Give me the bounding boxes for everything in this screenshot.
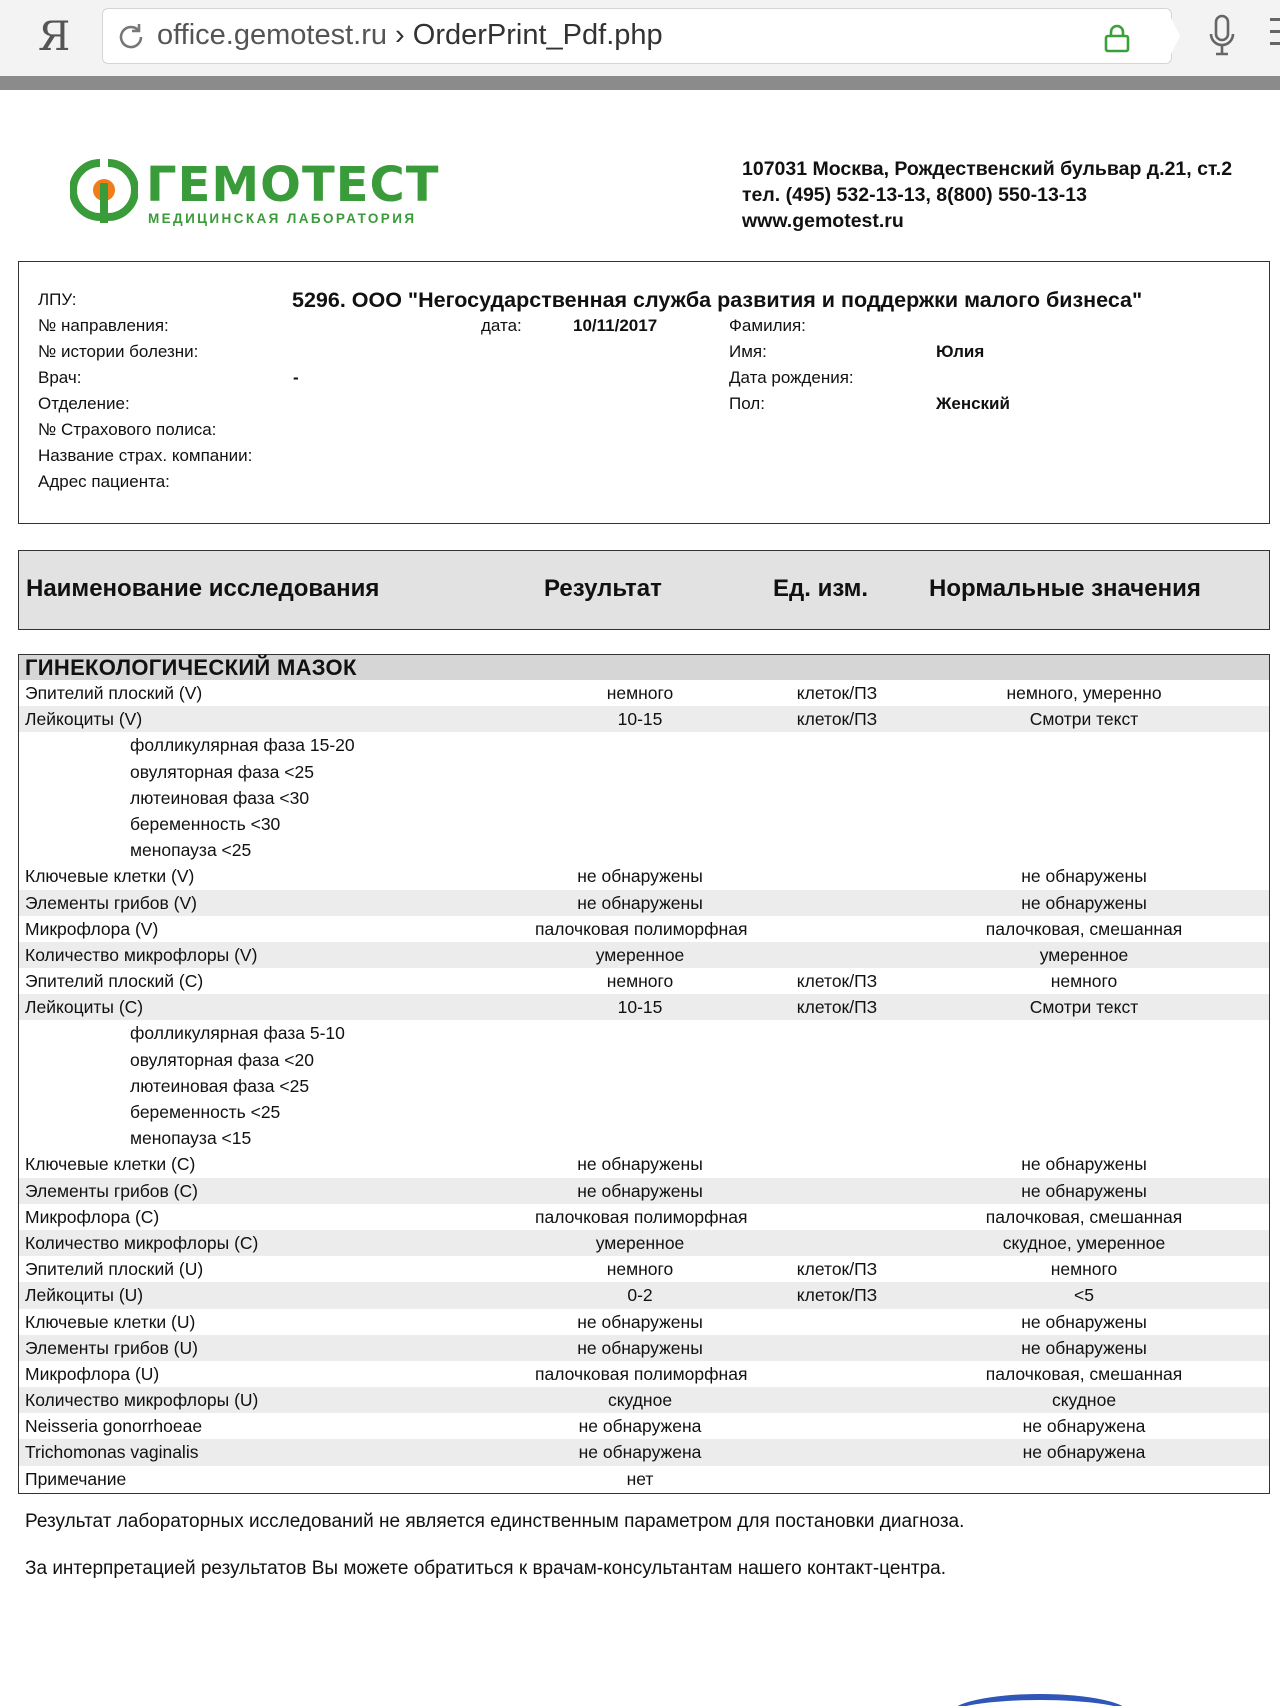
test-result: не обнаружены <box>577 1337 703 1358</box>
table-row <box>19 1335 1269 1361</box>
reference-note: лютеиновая фаза <30 <box>130 787 310 808</box>
reference-note: фолликулярная фаза 15-20 <box>130 735 355 756</box>
test-norm: немного, умеренно <box>1006 683 1162 703</box>
test-norm: палочковая, смешанная <box>985 1206 1183 1227</box>
table-subrow <box>19 759 1269 785</box>
footer-note-1: Результат лабораторных исследований не является единственным параметром для постановки диагноза. <box>25 1511 965 1532</box>
column-unit: Ед. изм. <box>773 575 869 602</box>
table-row <box>19 994 1269 1020</box>
history-label: № истории болезни: <box>38 342 199 361</box>
test-name: Элементы грибов (V) <box>25 892 197 913</box>
test-norm: скудное <box>1051 1390 1117 1411</box>
test-result: палочковая полиморфная <box>535 1206 748 1227</box>
test-name: Ключевые клетки (C) <box>25 1154 196 1175</box>
doctor-label: Врач: <box>38 368 82 387</box>
test-norm: немного <box>1050 971 1118 992</box>
policy-label: № Страхового полиса: <box>38 420 217 439</box>
table-subrow <box>19 1125 1269 1151</box>
url-host: office.gemotest.ru <box>157 19 387 51</box>
test-unit: клеток/ПЗ <box>796 971 878 992</box>
test-norm: палочковая, смешанная <box>985 918 1183 939</box>
test-name: Микрофлора (V) <box>25 918 159 939</box>
yandex-logo[interactable]: Я <box>38 14 71 60</box>
test-norm: не обнаружена <box>1022 1416 1146 1437</box>
test-norm: не обнаружены <box>1021 1311 1147 1332</box>
sex-value: Женский <box>936 394 1010 413</box>
test-name: Лейкоциты (U) <box>25 1285 144 1306</box>
sex-label: Пол: <box>729 394 765 413</box>
test-result: не обнаружены <box>577 1311 703 1332</box>
test-norm: не обнаружены <box>1021 1337 1147 1358</box>
gemotest-logo-icon <box>70 155 138 227</box>
reload-icon[interactable] <box>115 21 147 53</box>
table-row <box>19 1282 1269 1308</box>
test-name: Эпителий плоский (U) <box>25 1259 204 1280</box>
date-label: дата: <box>481 316 522 335</box>
footer-note-2: За интерпретацией результатов Вы можете обратиться к врачам-консультантам нашего контакт-центра. <box>25 1558 947 1579</box>
table-subrow <box>19 732 1269 758</box>
test-norm: скудное, умеренное <box>1002 1232 1166 1253</box>
name-label: Имя: <box>729 342 767 361</box>
test-name: Количество микрофлоры (C) <box>25 1232 259 1253</box>
table-row <box>19 1413 1269 1439</box>
test-name: Примечание <box>25 1468 127 1489</box>
results-column-header <box>18 550 1270 630</box>
table-row <box>19 1178 1269 1204</box>
table-subrow <box>19 785 1269 811</box>
column-norm: Нормальные значения <box>929 575 1201 602</box>
test-norm: не обнаружены <box>1021 1154 1147 1175</box>
test-name: Эпителий плоский (V) <box>25 683 203 703</box>
test-result: не обнаружены <box>577 866 703 887</box>
stamp-edge <box>950 1694 1130 1706</box>
table-row <box>19 706 1269 732</box>
test-result: немного <box>606 683 674 703</box>
test-result: 0-2 <box>627 1285 653 1306</box>
test-name: Ключевые клетки (U) <box>25 1311 196 1332</box>
test-norm: умеренное <box>1039 944 1129 965</box>
reference-note: лютеиновая фаза <25 <box>130 1075 310 1096</box>
test-unit: клеток/ПЗ <box>796 683 878 703</box>
results-rows <box>19 680 1269 1492</box>
department-label: Отделение: <box>38 394 130 413</box>
test-norm: не обнаружены <box>1021 892 1147 913</box>
url-separator: › <box>395 19 405 51</box>
test-name: Ключевые клетки (V) <box>25 866 195 887</box>
test-norm: не обнаружены <box>1021 1180 1147 1201</box>
test-result: не обнаружены <box>577 1180 703 1201</box>
test-name: Trichomonas vaginalis <box>25 1442 199 1463</box>
gemotest-logo <box>70 155 460 235</box>
table-row <box>19 916 1269 942</box>
menu-icon[interactable] <box>1270 18 1280 54</box>
test-norm: не обнаружена <box>1022 1442 1146 1463</box>
table-row <box>19 1230 1269 1256</box>
test-result: нет <box>626 1468 654 1489</box>
table-subrow <box>19 837 1269 863</box>
lab-site: www.gemotest.ru <box>742 210 904 232</box>
test-unit: клеток/ПЗ <box>796 1285 878 1306</box>
test-name: Лейкоциты (V) <box>25 709 143 730</box>
table-subrow <box>19 1020 1269 1046</box>
test-name: Эпителий плоский (C) <box>25 971 204 992</box>
table-subrow <box>19 1099 1269 1125</box>
table-subrow <box>19 811 1269 837</box>
lab-contacts <box>742 156 1232 234</box>
doctor-value: - <box>293 368 299 387</box>
url-arrow <box>1166 8 1180 64</box>
surname-label: Фамилия: <box>729 316 806 335</box>
column-name: Наименование исследования <box>26 575 380 602</box>
test-name: Элементы грибов (U) <box>25 1337 198 1358</box>
reference-note: беременность <25 <box>130 1102 281 1122</box>
address-bar[interactable] <box>102 8 1172 64</box>
reference-note: менопауза <25 <box>130 840 252 861</box>
table-row <box>19 1309 1269 1335</box>
test-name: Микрофлора (U) <box>25 1363 160 1384</box>
insurer-label: Название страх. компании: <box>38 446 253 465</box>
test-result: 10-15 <box>617 997 663 1018</box>
test-norm: не обнаружены <box>1021 866 1147 887</box>
name-value: Юлия <box>936 342 985 361</box>
test-norm: немного <box>1050 1259 1118 1280</box>
url-path: OrderPrint_Pdf.php <box>412 19 663 51</box>
test-norm: Смотри текст <box>1029 997 1139 1018</box>
table-row <box>19 890 1269 916</box>
test-result: палочковая полиморфная <box>535 918 748 939</box>
table-row <box>19 863 1269 889</box>
test-unit: клеток/ПЗ <box>796 709 878 730</box>
section-title: ГИНЕКОЛОГИЧЕСКИЙ МАЗОК <box>19 654 1269 680</box>
test-result: скудное <box>607 1390 673 1411</box>
referral-label: № направления: <box>38 316 169 335</box>
test-name: Количество микрофлоры (V) <box>25 944 258 965</box>
test-result: немного <box>606 971 674 992</box>
table-subrow <box>19 1047 1269 1073</box>
reference-note: фолликулярная фаза 5-10 <box>130 1023 345 1044</box>
toolbar-divider <box>0 76 1280 90</box>
test-norm: <5 <box>1074 1285 1094 1306</box>
patient-info <box>18 261 1270 524</box>
table-row <box>19 942 1269 968</box>
results-table <box>18 654 1270 1494</box>
reference-note: менопауза <15 <box>130 1128 252 1149</box>
test-name: Количество микрофлоры (U) <box>25 1390 259 1411</box>
lock-icon[interactable] <box>1103 23 1131 53</box>
test-norm: Смотри текст <box>1029 709 1139 730</box>
lpu-label: ЛПУ: <box>38 290 77 309</box>
test-unit: клеток/ПЗ <box>796 997 878 1018</box>
test-result: не обнаружены <box>577 1154 703 1175</box>
browser-toolbar <box>0 0 1280 76</box>
test-result: немного <box>606 1259 674 1280</box>
logo-word: ГЕМОТЕСТ <box>146 157 440 213</box>
table-row <box>19 1361 1269 1387</box>
logo-subtitle: МЕДИЦИНСКАЯ ЛАБОРАТОРИЯ <box>148 211 417 226</box>
reference-note: беременность <30 <box>130 813 281 834</box>
table-row <box>19 1466 1269 1492</box>
patient-address-label: Адрес пациента: <box>38 472 170 491</box>
lab-phone: тел. (495) 532-13-13, 8(800) 550-13-13 <box>742 184 1087 206</box>
table-row <box>19 1204 1269 1230</box>
test-name: Neisseria gonorrhoeae <box>25 1416 203 1437</box>
microphone-icon[interactable] <box>1208 14 1236 58</box>
dob-label: Дата рождения: <box>729 368 854 387</box>
table-row <box>19 1151 1269 1177</box>
reference-note: овуляторная фаза <20 <box>130 1049 314 1070</box>
table-subrow <box>19 1073 1269 1099</box>
test-result: умеренное <box>595 1232 685 1253</box>
date-value: 10/11/2017 <box>573 316 658 335</box>
column-result: Результат <box>544 575 662 602</box>
table-row <box>19 1387 1269 1413</box>
test-norm: палочковая, смешанная <box>985 1363 1183 1384</box>
url-text[interactable] <box>157 19 663 52</box>
test-result: 10-15 <box>617 709 663 730</box>
lab-address: 107031 Москва, Рождественский бульвар д.21, ст.2 <box>742 158 1233 180</box>
table-row <box>19 680 1269 706</box>
test-result: палочковая полиморфная <box>535 1363 748 1384</box>
test-name: Лейкоциты (C) <box>25 997 144 1018</box>
test-result: не обнаружена <box>578 1416 702 1437</box>
table-row <box>19 968 1269 994</box>
table-row <box>19 1439 1269 1465</box>
test-name: Микрофлора (C) <box>25 1206 160 1227</box>
test-result: не обнаружены <box>577 892 703 913</box>
lpu-value: 5296. ООО "Негосударственная служба развития и поддержки малого бизнеса" <box>292 288 1143 312</box>
test-unit: клеток/ПЗ <box>796 1259 878 1280</box>
reference-note: овуляторная фаза <25 <box>130 761 314 782</box>
table-row <box>19 1256 1269 1282</box>
test-result: не обнаружена <box>578 1442 702 1463</box>
test-result: умеренное <box>595 944 685 965</box>
test-name: Элементы грибов (C) <box>25 1180 198 1201</box>
